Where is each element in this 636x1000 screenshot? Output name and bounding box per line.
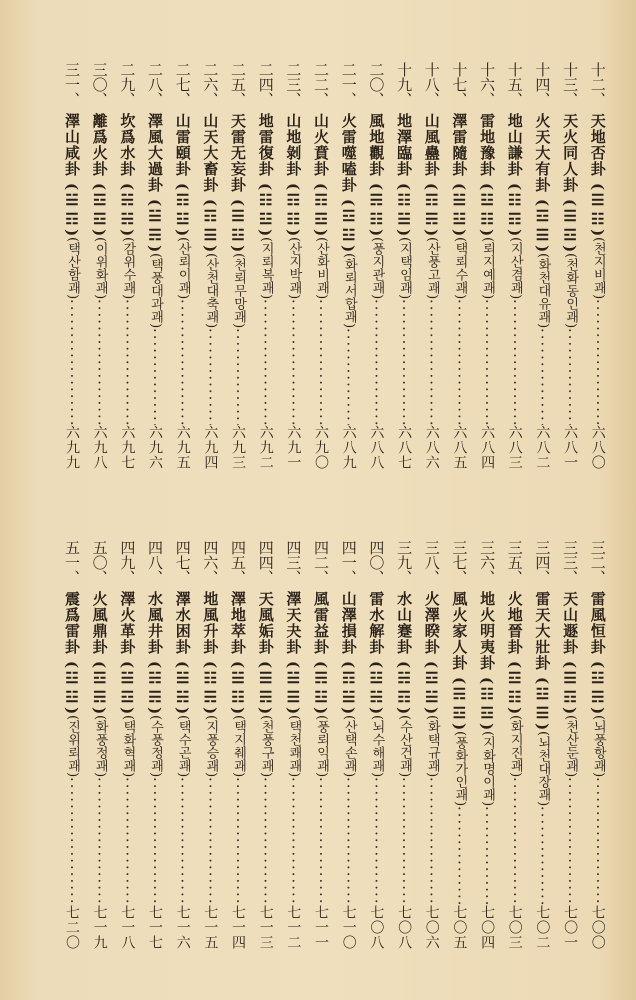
entry-title: 風雷益卦 [312, 591, 331, 655]
entry-number: 三四、 [533, 540, 552, 585]
entry-symbol: (☳☷) [478, 183, 497, 238]
entry-symbol: (☲☱) [422, 661, 441, 716]
toc-entry [586, 62, 610, 470]
entry-symbol: (☰☶) [561, 661, 580, 716]
toc-entry [309, 540, 333, 950]
entry-title: 水風井卦 [146, 591, 165, 655]
entry-number: 二八、 [146, 62, 165, 107]
entry-number: 五一、 [63, 540, 81, 585]
toc-entry [198, 540, 222, 950]
entry-symbol: (☷☴) [201, 661, 220, 716]
entry-title: 水山蹇卦 [395, 591, 414, 655]
toc-entry [198, 62, 222, 470]
entry-symbol: (☷☳) [256, 183, 275, 238]
leader-dots [198, 777, 222, 905]
entry-number: 四五、 [229, 540, 248, 585]
entry-reading: (화택규괘) [424, 715, 440, 778]
entry-page: 六九九 [64, 425, 80, 470]
entry-page: 六九三 [230, 425, 247, 470]
entry-symbol: (☰☷) [588, 183, 607, 238]
entry-reading: (천뢰무망괘) [231, 253, 247, 329]
entry-reading: (풍화가인괘) [452, 731, 468, 807]
entry-page: 六八五 [451, 425, 468, 470]
entry-symbol: (☵☶) [395, 661, 414, 716]
entry-reading: (뇌천대장괘) [535, 731, 551, 807]
entry-symbol: (☰☲) [561, 199, 580, 254]
entry-page: 七一一 [313, 905, 330, 950]
toc-entry [558, 540, 582, 950]
entry-symbol: (☶☲) [312, 183, 331, 238]
entry-number: 三九、 [395, 540, 414, 585]
entry-symbol: (☳☰) [533, 677, 552, 732]
entry-title: 澤天夬卦 [284, 591, 303, 655]
entry-number: 二二、 [312, 62, 331, 107]
toc-entry [558, 62, 582, 470]
entry-page: 七一八 [119, 905, 136, 950]
entry-title: 山雷頤卦 [173, 113, 192, 177]
toc-block-top [60, 62, 610, 470]
leader-dots [364, 299, 388, 425]
entry-reading: (천풍구괘) [258, 715, 274, 778]
leader-dots [475, 299, 499, 425]
toc-entry [392, 62, 416, 470]
leader-dots [364, 777, 388, 905]
entry-title: 雷水解卦 [367, 591, 386, 655]
leader-dots [88, 299, 112, 425]
entry-title: 澤地萃卦 [229, 591, 248, 655]
toc-entry [447, 62, 471, 470]
entry-title: 山天大畜卦 [201, 113, 220, 193]
entry-reading: (수산건괘) [397, 715, 413, 778]
entry-title: 天火同人卦 [561, 113, 580, 193]
toc-entry [364, 62, 388, 470]
entry-title: 天地否卦 [588, 113, 607, 177]
entry-title: 天雷无妄卦 [229, 113, 248, 193]
entry-page: 六八九 [340, 425, 357, 470]
entry-reading: (택화혁괘) [120, 715, 136, 778]
entry-page: 六八四 [479, 425, 496, 470]
entry-page: 七〇八 [368, 905, 385, 950]
entry-page: 七一二 [285, 905, 302, 950]
entry-number: 二六、 [201, 62, 220, 107]
entry-reading: (택풍대과괘) [148, 253, 164, 329]
toc-block-bottom [60, 540, 610, 950]
toc-entry [420, 62, 444, 470]
entry-reading: (산풍고괘) [424, 237, 440, 300]
entry-number: 十二、 [588, 62, 607, 107]
entry-number: 二四、 [256, 62, 275, 107]
toc-entry [115, 540, 139, 950]
entry-reading: (택수곤괘) [175, 715, 191, 778]
toc-entry [586, 540, 610, 950]
entry-page: 六八七 [396, 425, 413, 470]
entry-symbol: (☱☲) [118, 661, 137, 716]
entry-reading: (이위화괘) [92, 237, 108, 300]
leader-dots [337, 328, 361, 425]
leader-dots [503, 777, 527, 905]
entry-symbol: (☱☳) [450, 183, 469, 238]
entry-symbol: (☲☲) [90, 183, 109, 238]
entry-number: 二五、 [229, 62, 248, 107]
entry-symbol: (☳☴) [588, 661, 607, 716]
leader-dots [309, 777, 333, 905]
entry-title: 澤山咸卦 [63, 113, 81, 177]
entry-page: 七一五 [202, 905, 219, 950]
entry-number: 四〇、 [367, 540, 386, 585]
entry-title: 雷地豫卦 [478, 113, 497, 177]
leader-dots [503, 299, 527, 425]
entry-page: 七〇三 [506, 905, 523, 950]
entry-title: 火雷噬嗑卦 [339, 113, 358, 193]
entry-reading: (천화동인괘) [563, 253, 579, 329]
leader-dots [143, 328, 167, 425]
entry-number: 二九、 [118, 62, 137, 107]
entry-number: 四七、 [173, 540, 192, 585]
toc-entry [420, 540, 444, 950]
leader-dots [586, 299, 610, 425]
leader-dots [475, 806, 499, 905]
entry-reading: (지산겸괘) [507, 237, 523, 300]
toc-entry [143, 62, 167, 470]
entry-symbol: (☶☰) [201, 199, 220, 254]
entry-symbol: (☶☱) [339, 661, 358, 716]
entry-title: 山地剝卦 [284, 113, 303, 177]
entry-title: 地火明夷卦 [478, 591, 497, 671]
entry-reading: (지뢰복괘) [258, 237, 274, 300]
entry-symbol: (☲☰) [533, 199, 552, 254]
entry-title: 山澤損卦 [339, 591, 358, 655]
toc-entry [337, 62, 361, 470]
entry-title: 地風升卦 [201, 591, 220, 655]
entry-page: 七一〇 [340, 905, 357, 950]
entry-number: 十八、 [422, 62, 441, 107]
entry-reading: (화풍정괘) [92, 715, 108, 778]
entry-page: 六八六 [423, 425, 440, 470]
entry-page: 六八三 [506, 425, 523, 470]
entry-reading: (수풍정괘) [148, 715, 164, 778]
leader-dots [198, 328, 222, 425]
entry-page: 七一三 [257, 905, 274, 950]
entry-symbol: (☰☴) [256, 661, 275, 716]
leader-dots [586, 777, 610, 905]
leader-dots [558, 777, 582, 905]
entry-reading: (화뢰서합괘) [341, 253, 357, 329]
toc-entry [447, 540, 471, 950]
entry-title: 火天大有卦 [533, 113, 552, 193]
entry-reading: (진위뢰괘) [65, 715, 80, 778]
entry-number: 十七、 [450, 62, 469, 107]
entry-page: 七〇〇 [589, 905, 606, 950]
entry-title: 風火家人卦 [450, 591, 469, 671]
leader-dots [171, 777, 195, 905]
entry-page: 六九二 [257, 425, 274, 470]
entry-title: 離爲火卦 [90, 113, 109, 177]
entry-title: 地雷復卦 [256, 113, 275, 177]
entry-page: 六九七 [119, 425, 136, 470]
entry-page: 六九〇 [313, 425, 330, 470]
toc-entry [281, 540, 305, 950]
entry-page: 六八一 [562, 425, 579, 470]
toc-entry [143, 540, 167, 950]
entry-reading: (뇌수해괘) [369, 715, 385, 778]
entry-symbol: (☶☷) [284, 183, 303, 238]
entry-number: 五〇、 [90, 540, 109, 585]
entry-title: 澤火革卦 [118, 591, 137, 655]
entry-title: 澤雷隨卦 [450, 113, 469, 177]
entry-symbol: (☱☵) [173, 661, 192, 716]
toc-entry [226, 540, 250, 950]
entry-symbol: (☴☷) [367, 183, 386, 238]
entry-reading: (뢰지예괘) [480, 237, 496, 300]
toc-entry [60, 62, 84, 470]
entry-number: 四八、 [146, 540, 165, 585]
entry-reading: (지화명이괘) [480, 731, 496, 807]
entry-number: 二〇、 [367, 62, 386, 107]
toc-entry [254, 540, 278, 950]
entry-number: 四四、 [256, 540, 275, 585]
entry-page: 七〇八 [396, 905, 413, 950]
entry-symbol: (☰☳) [229, 199, 248, 254]
entry-number: 十九、 [395, 62, 414, 107]
leader-dots [309, 299, 333, 425]
entry-title: 澤水困卦 [173, 591, 192, 655]
leader-dots [447, 299, 471, 425]
entry-page: 七一九 [91, 905, 108, 950]
entry-symbol: (☱☰) [284, 661, 303, 716]
toc-entry [171, 62, 195, 470]
entry-title: 雷天大壯卦 [533, 591, 552, 671]
entry-reading: (산화비괘) [314, 237, 330, 300]
leader-dots [447, 806, 471, 905]
entry-page: 七〇二 [534, 905, 551, 950]
entry-number: 二三、 [284, 62, 303, 107]
leader-dots [254, 777, 278, 905]
leader-dots [337, 777, 361, 905]
entry-title: 震爲雷卦 [63, 591, 81, 655]
entry-symbol: (☳☳) [63, 661, 81, 716]
toc-entry [60, 540, 84, 950]
entry-title: 坎爲水卦 [118, 113, 137, 177]
entry-reading: (택천쾌괘) [286, 715, 302, 778]
entry-symbol: (☴☳) [312, 661, 331, 716]
leader-dots [226, 328, 250, 425]
entry-page: 七二〇 [64, 905, 80, 950]
entry-title: 雷風恒卦 [588, 591, 607, 655]
entry-symbol: (☵☵) [118, 183, 137, 238]
leader-dots [88, 777, 112, 905]
entry-reading: (천산둔괘) [563, 715, 579, 778]
entry-number: 三二、 [588, 540, 607, 585]
entry-reading: (화지진괘) [507, 715, 523, 778]
entry-symbol: (☷☶) [505, 183, 524, 238]
entry-page: 七一四 [230, 905, 247, 950]
toc-entry [530, 540, 554, 950]
entry-number: 三八、 [422, 540, 441, 585]
entry-reading: (풍뢰익괘) [314, 715, 330, 778]
entry-reading: (택지췌괘) [231, 715, 247, 778]
toc-entry [309, 62, 333, 470]
entry-reading: (천지비괘) [590, 237, 606, 300]
toc-entry [88, 62, 112, 470]
entry-number: 四二、 [312, 540, 331, 585]
entry-reading: (산뢰이괘) [175, 237, 191, 300]
entry-number: 三三、 [561, 540, 580, 585]
entry-title: 澤風大過卦 [146, 113, 165, 193]
leader-dots [115, 777, 139, 905]
entry-symbol: (☲☷) [505, 661, 524, 716]
entry-reading: (택산함괘) [65, 237, 80, 300]
toc-entry [475, 62, 499, 470]
leader-dots [171, 299, 195, 425]
entry-title: 火地晉卦 [505, 591, 524, 655]
entry-reading: (뇌풍항괘) [590, 715, 606, 778]
leader-dots [143, 777, 167, 905]
leader-dots [115, 299, 139, 425]
entry-page: 六八二 [534, 425, 551, 470]
entry-reading: (풍지관괘) [369, 237, 385, 300]
leader-dots [420, 299, 444, 425]
entry-number: 四一、 [339, 540, 358, 585]
leader-dots [281, 777, 305, 905]
entry-title: 風地觀卦 [367, 113, 386, 177]
entry-number: 十三、 [561, 62, 580, 107]
leader-dots [530, 806, 554, 905]
entry-symbol: (☱☷) [229, 661, 248, 716]
toc-entry [226, 62, 250, 470]
entry-reading: (화천대유괘) [535, 253, 551, 329]
entry-number: 三六、 [478, 540, 497, 585]
entry-title: 火風鼎卦 [90, 591, 109, 655]
entry-reading: (산지박괘) [286, 237, 302, 300]
entry-number: 二一、 [339, 62, 358, 107]
entry-page: 六八八 [368, 425, 385, 470]
leader-dots [558, 328, 582, 425]
entry-number: 三七、 [450, 540, 469, 585]
leader-dots [530, 328, 554, 425]
toc-entry [475, 540, 499, 950]
leader-dots [392, 777, 416, 905]
entry-title: 火澤睽卦 [422, 591, 441, 655]
leader-dots [254, 299, 278, 425]
entry-symbol: (☲☴) [90, 661, 109, 716]
entry-symbol: (☳☵) [367, 661, 386, 716]
leader-dots [281, 299, 305, 425]
entry-number: 二七、 [173, 62, 192, 107]
toc-entry [503, 540, 527, 950]
entry-page: 六八〇 [589, 425, 606, 470]
entry-page: 六九八 [91, 425, 108, 470]
entry-title: 天山遯卦 [561, 591, 580, 655]
entry-title: 山風蠱卦 [422, 113, 441, 177]
entry-page: 七一七 [147, 905, 164, 950]
entry-page: 六九六 [147, 425, 164, 470]
toc-entry [88, 540, 112, 950]
entry-number: 四六、 [201, 540, 220, 585]
entry-number: 三一、 [63, 62, 81, 107]
leader-dots [60, 299, 84, 425]
entry-page: 七〇一 [562, 905, 579, 950]
entry-reading: (지택임괘) [397, 237, 413, 300]
entry-number: 十五、 [505, 62, 524, 107]
toc-entry [115, 62, 139, 470]
entry-reading: (지풍승괘) [203, 715, 219, 778]
toc-entry [254, 62, 278, 470]
entry-symbol: (☷☲) [478, 677, 497, 732]
entry-symbol: (☱☶) [63, 183, 81, 238]
entry-number: 三五、 [505, 540, 524, 585]
toc-entry [281, 62, 305, 470]
entry-number: 三〇、 [90, 62, 109, 107]
entry-symbol: (☶☴) [422, 183, 441, 238]
entry-reading: (택뢰수괘) [452, 237, 468, 300]
entry-title: 地山謙卦 [505, 113, 524, 177]
entry-number: 四九、 [118, 540, 137, 585]
entry-number: 十六、 [478, 62, 497, 107]
leader-dots [226, 777, 250, 905]
entry-symbol: (☷☱) [395, 183, 414, 238]
entry-number: 十四、 [533, 62, 552, 107]
entry-page: 六九一 [285, 425, 302, 470]
entry-page: 七〇五 [451, 905, 468, 950]
toc-entry [364, 540, 388, 950]
entry-reading: (감위수괘) [120, 237, 136, 300]
entry-page: 七一六 [174, 905, 191, 950]
toc-entry [392, 540, 416, 950]
entry-reading: (산택손괘) [341, 715, 357, 778]
leader-dots [392, 299, 416, 425]
entry-symbol: (☴☲) [450, 677, 469, 732]
entry-symbol: (☱☴) [146, 199, 165, 254]
entry-reading: (산천대축괘) [203, 253, 219, 329]
toc-entry [503, 62, 527, 470]
leader-dots [420, 777, 444, 905]
entry-title: 天風姤卦 [256, 591, 275, 655]
entry-page: 七〇六 [423, 905, 440, 950]
toc-entry [171, 540, 195, 950]
entry-title: 地澤臨卦 [395, 113, 414, 177]
entry-page: 七〇四 [479, 905, 496, 950]
entry-page: 六九四 [202, 425, 219, 470]
entry-symbol: (☲☳) [339, 199, 358, 254]
leader-dots [60, 777, 84, 905]
entry-page: 六九五 [174, 425, 191, 470]
entry-symbol: (☶☳) [173, 183, 192, 238]
entry-title: 山火賁卦 [312, 113, 331, 177]
toc-entry [530, 62, 554, 470]
entry-number: 四三、 [284, 540, 303, 585]
entry-symbol: (☵☴) [146, 661, 165, 716]
toc-entry [337, 540, 361, 950]
